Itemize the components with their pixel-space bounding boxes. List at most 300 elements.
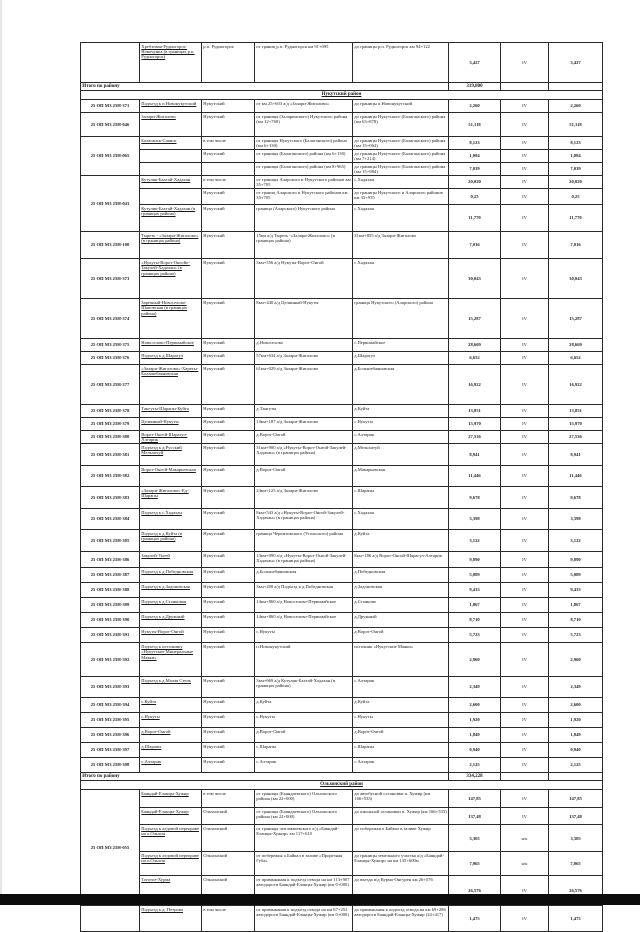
district-type-cell: Нукутский xyxy=(202,530,255,552)
road-row xyxy=(81,466,603,487)
length-cell: 16,922 xyxy=(449,365,501,405)
road-id-cell: 25 ОП МЗ 25Н-374 xyxy=(81,299,140,339)
road-id-cell: 25 ОП МЗ 25Н-377 xyxy=(81,365,140,405)
road-row xyxy=(81,163,603,176)
road-row xyxy=(81,758,603,773)
road-name-cell: Баяндай-Еланцы-Хужир xyxy=(140,808,202,825)
length-cell: 27,536 xyxy=(449,431,501,444)
category-cell: IV xyxy=(501,906,549,932)
category-cell: IV xyxy=(501,352,549,365)
total-length-cell: 147,85 xyxy=(549,790,603,808)
end-point-cell: д.Стояново xyxy=(353,598,449,613)
total-length-cell: 3,305 xyxy=(549,825,603,852)
district-type-cell: Нукутский xyxy=(202,418,255,431)
length-cell: 1,849 xyxy=(449,728,501,743)
road-name-cell: Подъезд к д.Задоновская xyxy=(140,583,202,598)
start-point-cell: от границы Нукутского (Балаганского) района (км 6+130) xyxy=(255,137,353,150)
district-type-cell: Нукутский xyxy=(202,100,255,113)
total-cat-empty xyxy=(501,773,549,781)
road-name-cell xyxy=(140,189,202,205)
total-length-cell: 1,920 xyxy=(549,713,603,728)
road-row xyxy=(81,598,603,613)
total-label: Итого по району xyxy=(81,773,449,781)
total-length-cell: 2,960 xyxy=(549,643,603,677)
district-type-cell: Нукутский xyxy=(202,232,255,259)
road-name-cell: Заречный-Новоселово-Шаповская (в границах района) xyxy=(140,299,202,339)
total-length-cell: 5,089 xyxy=(549,568,603,583)
length-cell: 7,039 xyxy=(449,163,501,176)
category-cell: IV xyxy=(501,365,549,405)
district-type-cell: Нукутский xyxy=(202,613,255,628)
road-id-cell: 25 ОП МЗ 25Н-391 xyxy=(81,628,140,643)
total-label: Итого по району xyxy=(81,83,449,91)
length-cell: 8,941 xyxy=(449,444,501,466)
road-id-cell: 25 ОП МЗ 25Н-379 xyxy=(81,418,140,431)
road-name-cell: с.Нукуты xyxy=(140,713,202,728)
scan-edge xyxy=(0,0,2,905)
road-id-cell: 25 ОП МЗ 25Н-390 xyxy=(81,613,140,628)
length-cell: 30,043 xyxy=(449,259,501,299)
total-length-cell: 9,433 xyxy=(549,583,603,598)
district-type-cell: Нукутский xyxy=(202,352,255,365)
length-cell: 137,48 xyxy=(449,808,501,825)
start-point-cell: 14км+860 а/д Новоселово-Первомайское xyxy=(255,598,353,613)
road-row xyxy=(81,259,603,299)
length-cell: 0,25 xyxy=(449,189,501,205)
district-header-row xyxy=(81,781,603,790)
end-point-cell: д.Шарагул xyxy=(353,352,449,365)
category-cell: IV xyxy=(501,713,549,728)
total-length-cell: 6,652 xyxy=(549,352,603,365)
road-id-cell: 25 ОП МЗ 25Н-395 xyxy=(81,713,140,728)
category-cell: IV xyxy=(501,259,549,299)
district-type-cell: в том числе xyxy=(202,137,255,150)
category-cell: IV xyxy=(501,205,549,232)
road-row xyxy=(81,552,603,568)
category-cell: IV xyxy=(501,232,549,259)
road-name-cell: Тоготое-Хурма xyxy=(140,876,202,906)
road-row xyxy=(81,808,603,825)
start-point-cell: 13км+090 а/д «Нукуты-Ворот-Онгой-Закулей-Хадахан» (в границах района) xyxy=(255,552,353,568)
end-point-cell: до границы Нукутского (Балаганского) района (км 63+878) xyxy=(353,113,449,137)
start-point-cell: 57км+634 а/д Залари-Жигалово xyxy=(255,352,353,365)
district-type-cell: Нукутский xyxy=(202,205,255,232)
district-type-cell: Нукутский xyxy=(202,509,255,530)
total-length-cell: 16,922 xyxy=(549,365,603,405)
end-point-cell: 8км+186 а/д Ворот-Онгой-Шарагул-Алтарик xyxy=(353,552,449,568)
road-row xyxy=(81,713,603,728)
end-point-cell: до границы Нукутского (Балаганского) района (км 15+064) xyxy=(353,137,449,150)
end-point-cell: д.Мельхитуй xyxy=(353,444,449,466)
road-row xyxy=(81,352,603,365)
district-type-cell: Нукутский xyxy=(202,677,255,698)
road-id-cell: 25 ОП МЗ 25Н-100 xyxy=(81,232,140,259)
end-point-cell: до примыкания к подъезд отвода на км 69+286 автодороги Баяндай-Еланцы-Хужир (24+417) xyxy=(353,906,449,932)
length-cell: 6,652 xyxy=(449,352,501,365)
category-cell: IV xyxy=(501,677,549,698)
road-name-cell: Балаганск-Саянск xyxy=(140,137,202,150)
road-name-cell: Тангуты-Шарапы-Куйта xyxy=(140,405,202,418)
length-cell: 9,678 xyxy=(449,487,501,509)
category-cell: IV xyxy=(501,466,549,487)
end-point-cell: с.Шарапы xyxy=(353,743,449,758)
total-value: 319,800 xyxy=(449,83,501,91)
category-cell: н/к xyxy=(501,825,549,852)
category-cell: IV xyxy=(501,509,549,530)
road-name-cell: Подъезд к ледовой переправе на о.Ольхон xyxy=(140,825,202,852)
district-total-row xyxy=(81,773,603,781)
total-length-cell: 20,020 xyxy=(549,176,603,189)
total-length-cell: 5,723 xyxy=(549,628,603,643)
category-cell: IV xyxy=(501,530,549,552)
district-type-cell: Нукутский xyxy=(202,643,255,677)
start-point-cell: д.Ворот-Онгой xyxy=(255,466,353,487)
start-point-cell: 14км+860 а/д Новоселово-Первомайское xyxy=(255,613,353,628)
category-cell: н/к xyxy=(501,852,549,876)
length-cell: 2,600 xyxy=(449,698,501,713)
end-point-cell: д.Большебаяновская xyxy=(353,365,449,405)
total-length-cell: 9,678 xyxy=(549,487,603,509)
length-cell: 5,089 xyxy=(449,568,501,583)
category-cell: IV xyxy=(501,552,549,568)
total-sum-empty xyxy=(549,83,603,91)
length-cell: 15,970 xyxy=(449,418,501,431)
road-id-cell: 25 ОП МЗ 25Н-389 xyxy=(81,598,140,613)
road-row xyxy=(81,743,603,758)
road-row xyxy=(81,150,603,163)
road-id-cell: 25 ОП МЗ 25Н-398 xyxy=(81,758,140,773)
road-row xyxy=(81,299,603,339)
total-length-cell: 27,536 xyxy=(549,431,603,444)
category-cell: IV xyxy=(501,598,549,613)
road-row xyxy=(81,405,603,418)
length-cell: 13,851 xyxy=(449,405,501,418)
road-name-cell: Кутулик-Бахтай-Хадахан (в границах района) xyxy=(140,205,202,232)
district-type-cell: Нукутский xyxy=(202,365,255,405)
road-row xyxy=(81,698,603,713)
road-name-cell: «Нукуты-Ворот-Онгойо-Закулей-Хадахан» (в границах района) xyxy=(140,259,202,299)
total-length-cell: 30,043 xyxy=(549,259,603,299)
start-point-cell: с.Шарапы xyxy=(255,743,353,758)
start-point-cell: от границ Аларского и Нукутского районов км 35+705 xyxy=(255,189,353,205)
end-point-cell: с.Хадахан xyxy=(353,509,449,530)
category-cell: IV xyxy=(501,137,549,150)
road-name-cell: Баяндай-Еланцы-Хужир xyxy=(140,790,202,808)
district-type-cell: Нукутский xyxy=(202,728,255,743)
end-point-cell: д.Куйта xyxy=(353,530,449,552)
district-type-cell: Нукутский xyxy=(202,444,255,466)
road-name-cell: Подъезд к д.Русский Мельхитуй xyxy=(140,444,202,466)
road-name-cell: с.Алтарик xyxy=(140,758,202,773)
length-cell: 0,940 xyxy=(449,743,501,758)
road-name-cell: Целинный-Нукуты xyxy=(140,418,202,431)
road-row xyxy=(81,852,603,876)
category-cell: IV xyxy=(501,628,549,643)
road-row xyxy=(81,568,603,583)
road-id-cell: 25 ОП МЗ 25Н-397 xyxy=(81,743,140,758)
length-cell: 3,122 xyxy=(449,530,501,552)
length-cell: 20,020 xyxy=(449,176,501,189)
category-cell: IV xyxy=(501,150,549,163)
start-point-cell: д.Ворот-Онгой xyxy=(255,431,353,444)
road-name-cell: Ворот-Онгой-Макарьевская xyxy=(140,466,202,487)
end-point-cell: с.Нукуты xyxy=(353,418,449,431)
length-cell: 2,960 xyxy=(449,643,501,677)
road-id-cell: 25 ОП МЗ 25Н-043 xyxy=(81,176,140,232)
end-point-cell: д.Макарьевская xyxy=(353,466,449,487)
road-name-cell: Нукуты-Ворот-Онгой xyxy=(140,628,202,643)
district-type-cell: в том числе xyxy=(202,906,255,932)
road-row xyxy=(81,487,603,509)
length-cell: 147,85 xyxy=(449,790,501,808)
total-length-cell: 15,287 xyxy=(549,299,603,339)
road-id-cell: 25 ОП МЗ 25Н-396 xyxy=(81,728,140,743)
district-total-row xyxy=(81,83,603,91)
start-point-cell: от побережья о.Байкал в заливе «Прорезная Губа» xyxy=(255,852,353,876)
category-cell: IV xyxy=(501,189,549,205)
category-cell: IV xyxy=(501,163,549,176)
start-point-cell: п.Новонукутский xyxy=(255,643,353,677)
road-row xyxy=(81,137,603,150)
road-name-cell: Подъезд к д. Петрова xyxy=(140,906,202,932)
length-cell: 15,287 xyxy=(449,299,501,339)
total-length-cell: 1,849 xyxy=(549,728,603,743)
district-type-cell: Нукутский xyxy=(202,405,255,418)
road-id-cell: 25 ОП МЗ 25Н-385 xyxy=(81,530,140,552)
district-type-cell: Нукутский xyxy=(202,150,255,163)
length-cell: 2,125 xyxy=(449,758,501,773)
end-point-cell: д.Ворот-Онгой xyxy=(353,628,449,643)
start-point-cell: от границы (Заларинского) Нукутского района (км 12+760) xyxy=(255,113,353,137)
end-point-cell: до побережья о.Байкал в заливе Хужир xyxy=(353,825,449,852)
road-id-cell: 25 ОП МЗ 25Н-387 xyxy=(81,568,140,583)
road-row xyxy=(81,530,603,552)
category-cell: IV xyxy=(501,100,549,113)
category-cell: IV xyxy=(501,444,549,466)
end-point-cell: д.Куйта xyxy=(353,405,449,418)
road-name-cell: Подъезд к п.Новонукутский xyxy=(140,100,202,113)
road-name-cell: Подъезд к д.Малая Степь xyxy=(140,677,202,698)
road-id-cell: 25 ОП МЗ 25Н-381 xyxy=(81,444,140,466)
category-cell: IV xyxy=(501,113,549,137)
roads-table xyxy=(80,42,603,932)
end-point-cell: с.Хадахан xyxy=(353,205,449,232)
district-type-cell: Нукутский xyxy=(202,466,255,487)
road-name-cell: Подъезд к с.Хадахан xyxy=(140,509,202,530)
district-title: Нукутский район xyxy=(81,91,603,100)
end-point-cell: 31км+855 а/д Залари-Жигалово xyxy=(353,232,449,259)
total-length-cell: 137,48 xyxy=(549,808,603,825)
scan-bottom-edge xyxy=(0,894,640,905)
road-name-cell: Подъезд к источнику «Нукутские Минеральные Маяки» xyxy=(140,643,202,677)
road-row xyxy=(81,583,603,598)
total-length-cell: 2,600 xyxy=(549,698,603,713)
start-point-cell: с.Алтарик xyxy=(255,758,353,773)
total-cat-empty xyxy=(501,83,549,91)
total-length-cell: 9,890 xyxy=(549,552,603,568)
total-length-cell: 3,122 xyxy=(549,530,603,552)
total-length-cell: 11,770 xyxy=(549,205,603,232)
length-cell: 11,446 xyxy=(449,466,501,487)
road-id-cell: 25 ОП МЗ 25Н-373 xyxy=(81,259,140,299)
length-cell: 51,118 xyxy=(449,113,501,137)
total-value: 334,228 xyxy=(449,773,501,781)
district-type-cell: Ольхонский xyxy=(202,852,255,876)
road-id-cell xyxy=(81,43,140,83)
district-type-cell: Нукутский xyxy=(202,758,255,773)
start-point-cell: 31км+900 а/д «Нукуты-Ворот-Онгой-Закулей-Хадахан» (в границах района) xyxy=(255,444,353,466)
category-cell: IV xyxy=(501,431,549,444)
end-point-cell: с.Алтарик xyxy=(353,758,449,773)
end-point-cell: д.Ворот-Онгой xyxy=(353,728,449,743)
category-cell: IV xyxy=(501,299,549,339)
end-point-cell: с.Первомайское xyxy=(353,339,449,352)
district-header-row xyxy=(81,91,603,100)
end-point-cell: до границы Нукутского (Балаганского) района (км 7+214) xyxy=(353,150,449,163)
road-row xyxy=(81,509,603,530)
end-point-cell: до въезда в/д Курма-Онгурен км 26+576 xyxy=(353,876,449,906)
start-point-cell: от границы (Балаганского) района (км 6+130) xyxy=(255,150,353,163)
start-point-cell: д.Тангуты xyxy=(255,405,353,418)
road-id-cell: 25 ОП МЗ 25Н-393 xyxy=(81,677,140,698)
length-cell: 2,260 xyxy=(449,100,501,113)
road-row xyxy=(81,643,603,677)
end-point-cell: до границы Нукутского и Аларского районов км 35+955 xyxy=(353,189,449,205)
category-cell: IV xyxy=(501,743,549,758)
category-cell: IV xyxy=(501,643,549,677)
total-length-cell: 2,125 xyxy=(549,758,603,773)
road-row xyxy=(81,339,603,352)
category-cell: IV xyxy=(501,339,549,352)
end-point-cell: до автобусной остановки п. Хужир (км 166+533) xyxy=(353,790,449,808)
road-row xyxy=(81,790,603,808)
start-point-cell: д.Ворот-Онгой xyxy=(255,728,353,743)
road-name-cell xyxy=(140,150,202,163)
road-name-cell: д.Ворот-Онгой xyxy=(140,728,202,743)
road-name-cell: Подъезд к д.Куйта (в границах района) xyxy=(140,530,202,552)
start-point-cell: граница Черемховского (Усольского) района xyxy=(255,530,353,552)
length-cell: 3,398 xyxy=(449,509,501,530)
road-name-cell: д.Шарапы xyxy=(140,743,202,758)
length-cell: 9,890 xyxy=(449,552,501,568)
start-point-cell: от границ р.п. Рудногорск км 91+095 xyxy=(255,43,353,83)
district-type-cell: Ольхонский xyxy=(202,825,255,852)
district-type-cell: Ольхонский xyxy=(202,808,255,825)
length-cell: 7,065 xyxy=(449,852,501,876)
road-name-cell: Подъезд к д.Стояновая xyxy=(140,598,202,613)
start-point-cell: д.Большебаяновская xyxy=(255,568,353,583)
length-cell: 7,016 xyxy=(449,232,501,259)
start-point-cell: 24км+125 а/д Залари-Жигалово xyxy=(255,487,353,509)
category-cell: IV xyxy=(501,176,549,189)
road-id-cell: 25 ОП МЗ 25Н-384 xyxy=(81,509,140,530)
total-length-cell: 0,25 xyxy=(549,189,603,205)
road-row xyxy=(81,825,603,852)
road-id-cell xyxy=(81,906,140,932)
road-row xyxy=(81,613,603,628)
road-id-cell: 25 ОП МЗ 25Н-383 xyxy=(81,487,140,509)
length-cell: 26,576 xyxy=(449,876,501,906)
total-length-cell: 7,065 xyxy=(549,852,603,876)
road-name-cell: Закулей-Унгей xyxy=(140,552,202,568)
end-point-cell: до границы Нукутского (Балаганского) района (км 15+984) xyxy=(353,163,449,176)
road-name-cell: «Залари-Жигалово»-Хареты-Большебаяновская xyxy=(140,365,202,405)
category-cell: IV xyxy=(501,583,549,598)
district-type-cell: Нукутский xyxy=(202,628,255,643)
district-type-cell: р.п. Рудногорск xyxy=(202,43,255,83)
end-point-cell: с.Шарапы xyxy=(353,487,449,509)
end-point-cell: граница Нукутского (Аларского) района xyxy=(353,299,449,339)
total-length-cell: 7,016 xyxy=(549,232,603,259)
road-row xyxy=(81,728,603,743)
road-id-cell: 25 ОП МЗ 25Н-380 xyxy=(81,431,140,444)
total-length-cell: 1,084 xyxy=(549,150,603,163)
road-row xyxy=(81,906,603,932)
district-type-cell: Нукутский xyxy=(202,598,255,613)
length-cell: 11,770 xyxy=(449,205,501,232)
category-cell: IV xyxy=(501,876,549,906)
district-type-cell: Нукутский xyxy=(202,487,255,509)
start-point-cell: от примыкания к подъезд отвода на км 113+907 автодороги Баяндай-Еланцы-Хужир (км 0+000) xyxy=(255,876,353,906)
end-point-cell: с.Алтарик xyxy=(353,677,449,698)
end-point-cell: до границы р.п. Рудногорск км 94+122 xyxy=(353,43,449,83)
length-cell: 28,669 xyxy=(449,339,501,352)
road-name-cell: Подъезд к д.Шарагул xyxy=(140,352,202,365)
length-cell: 8,710 xyxy=(449,613,501,628)
length-cell: 1,867 xyxy=(449,598,501,613)
road-row xyxy=(81,431,603,444)
total-length-cell: 8,123 xyxy=(549,137,603,150)
road-name-cell: Залари-Жигалово xyxy=(140,113,202,137)
total-length-cell: 51,118 xyxy=(549,113,603,137)
road-register-table xyxy=(80,42,602,932)
category-cell: IV xyxy=(501,43,549,83)
start-point-cell: 61км+029 а/д Залари-Жигалово xyxy=(255,365,353,405)
total-length-cell: 15,970 xyxy=(549,418,603,431)
total-length-cell: 0,940 xyxy=(549,743,603,758)
category-cell: IV xyxy=(501,728,549,743)
district-type-cell xyxy=(202,163,255,176)
total-length-cell: 8,710 xyxy=(549,613,603,628)
road-row xyxy=(81,113,603,137)
road-name-cell: Подъезд к д.Победновская xyxy=(140,568,202,583)
road-id-cell: 25 ОП МЗ 25Н-046 xyxy=(81,113,140,137)
end-point-cell: д.Куйта xyxy=(353,698,449,713)
road-row xyxy=(81,43,603,83)
total-length-cell: 2,260 xyxy=(549,100,603,113)
district-type-cell: Нукутский xyxy=(202,743,255,758)
road-name-cell: Подъезд к ледовой переправе на о.Ольхон xyxy=(140,852,202,876)
category-cell: IV xyxy=(501,487,549,509)
road-id-cell: 25 ОП МЗ 25Н-382 xyxy=(81,466,140,487)
district-type-cell: Нукутский xyxy=(202,583,255,598)
road-id-cell: 25 ОП МЗ 25Н-386 xyxy=(81,552,140,568)
road-row xyxy=(81,232,603,259)
length-cell: 3,305 xyxy=(449,825,501,852)
district-type-cell: Ольхонский xyxy=(202,876,255,906)
length-cell: 1,475 xyxy=(449,906,501,932)
end-point-cell: источник «Нукутские Маяки» xyxy=(353,643,449,677)
road-id-cell: 25 ОП МЗ 25Н-376 xyxy=(81,352,140,365)
district-type-cell: Нукутский xyxy=(202,698,255,713)
road-id-cell: 25 ОП МЗ 25Н-378 xyxy=(81,405,140,418)
end-point-cell: д.Победновская xyxy=(353,568,449,583)
end-point-cell: до границы земельного участка а/д «Баяндай-Еланцы-Хужир» на км 135+600м xyxy=(353,852,449,876)
total-length-cell: 11,446 xyxy=(549,466,603,487)
start-point-cell: от границы (Баяндаевского) Ольхонского района (км 22+000) xyxy=(255,808,353,825)
road-row xyxy=(81,365,603,405)
start-point-cell: 15км а/д Тыреть -«Залари-Жигалово» (в границах района) xyxy=(255,232,353,259)
